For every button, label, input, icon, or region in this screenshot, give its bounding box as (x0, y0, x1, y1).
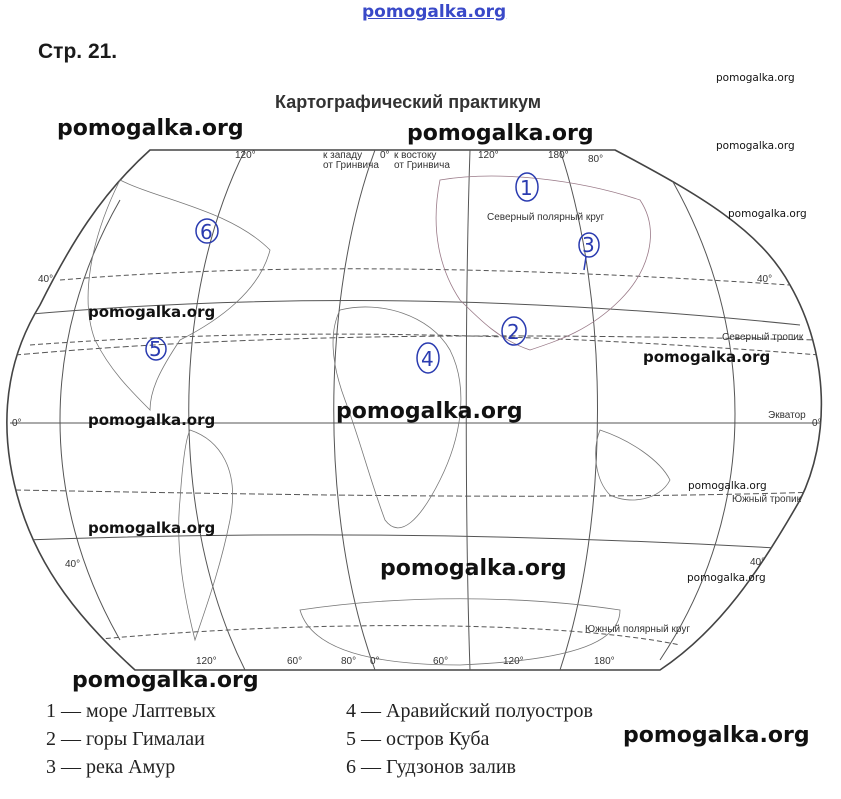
equator-label: Экватор (768, 410, 806, 421)
watermark: pomogalka.org (57, 116, 244, 141)
tropic-north-label: Северный тропик (722, 332, 804, 343)
parallel-line (60, 269, 790, 285)
legend-item: 3 — река Амур (46, 756, 176, 778)
hemisphere-label: от Гринвича (323, 160, 379, 171)
degree-label: 40° (757, 274, 773, 285)
meridian-line (560, 150, 598, 670)
svg-text:3: 3 (582, 233, 595, 257)
page-title: Картографический практикум (275, 92, 542, 112)
mark-3 (579, 233, 599, 270)
page-label: Стр. 21. (38, 40, 118, 63)
degree-label: 60° (287, 656, 303, 667)
watermark: pomogalka.org (407, 121, 594, 146)
mark-5 (146, 337, 166, 361)
mark-2 (502, 317, 526, 345)
continent-outline (88, 180, 270, 410)
watermark: pomogalka.org (88, 411, 216, 429)
watermark: pomogalka.org (643, 348, 771, 366)
watermark: pomogalka.org (687, 572, 766, 584)
header-link[interactable]: pomogalka.org (362, 2, 507, 22)
legend-item: 6 — Гудзонов залив (346, 756, 516, 778)
degree-label: 40° (38, 274, 54, 285)
svg-text:2: 2 (507, 320, 520, 344)
watermark: pomogalka.org (688, 480, 767, 492)
legend-item: 4 — Аравийский полуостров (346, 700, 593, 722)
watermark: pomogalka.org (336, 399, 523, 424)
mark-6 (196, 219, 218, 244)
continent-outline (596, 430, 670, 500)
hemisphere-label: от Гринвича (394, 160, 450, 171)
degree-label: 180° (594, 656, 615, 667)
degree-label: 0° (12, 418, 22, 429)
degree-label: 40° (65, 559, 81, 570)
degree-label: 0° (370, 656, 380, 667)
arctic-circle-label: Северный полярный круг (487, 212, 605, 223)
antarctic-circle-label: Южный полярный круг (585, 624, 690, 635)
watermark: pomogalka.org (728, 208, 807, 220)
degree-label: 60° (433, 656, 449, 667)
svg-text:4: 4 (421, 347, 434, 371)
svg-text:6: 6 (200, 220, 213, 244)
legend-item: 1 — море Лаптевых (46, 700, 216, 722)
meridian-line (660, 160, 735, 660)
mark-1 (516, 173, 538, 201)
parallel-line (25, 535, 810, 550)
watermark: pomogalka.org (88, 519, 216, 537)
watermark: pomogalka.org (380, 556, 567, 581)
degree-label: 120° (503, 656, 524, 667)
watermark: pomogalka.org (623, 723, 810, 748)
degree-label: 120° (235, 150, 256, 161)
degree-label: 40° (750, 557, 766, 568)
watermark: pomogalka.org (716, 140, 795, 152)
watermark: pomogalka.org (88, 303, 216, 321)
degree-label: 120° (196, 656, 217, 667)
hemisphere-label: к западу (323, 150, 363, 161)
legend-item: 2 — горы Гималаи (46, 728, 205, 750)
legend-item: 5 — остров Куба (346, 728, 490, 750)
tropic-south-label: Южный тропик (732, 494, 801, 505)
mark-4 (417, 343, 439, 373)
degree-label: 180° (548, 150, 569, 161)
svg-text:1: 1 (520, 176, 533, 200)
degree-label: 0° (812, 418, 822, 429)
degree-label: 80° (341, 656, 357, 667)
meridian-line (189, 150, 245, 670)
hemisphere-label: к востоку (394, 150, 437, 161)
degree-label: 80° (588, 154, 604, 165)
watermark: pomogalka.org (72, 668, 259, 693)
svg-text:5: 5 (149, 337, 162, 361)
degree-label: 0° (380, 150, 390, 161)
degree-label: 120° (478, 150, 499, 161)
watermark: pomogalka.org (716, 72, 795, 84)
